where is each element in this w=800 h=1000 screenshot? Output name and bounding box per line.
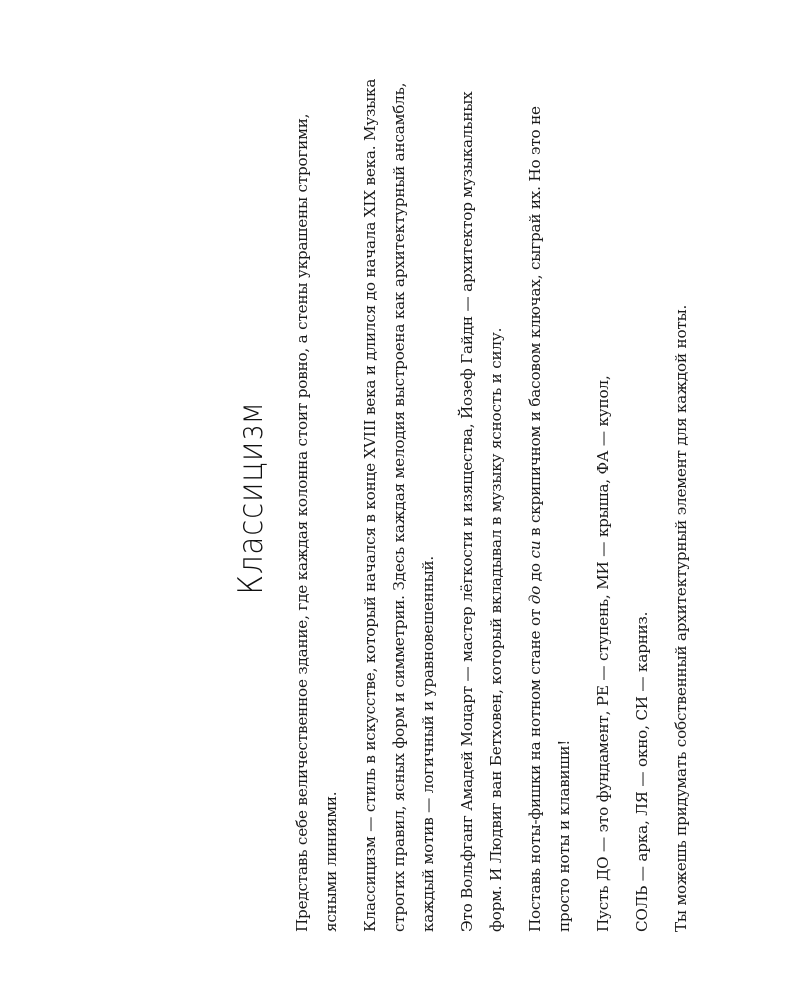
rotated-content bbox=[222, 50, 690, 950]
paragraph-note-mapping-continued: СОЛЬ — арка, ЛЯ — окно, СИ — карниз. bbox=[633, 611, 651, 932]
notes-task-text-after: в скрипичном и басовом ключах, сыграй их. Но это не просто ноты и клавиши! bbox=[526, 106, 573, 932]
paragraph-intro: Представь себе величественное здание, где каждая колонна стоит ровно, а стены украшены строгими, ясными линиями. bbox=[293, 113, 340, 932]
paragraph-classicism-definition: Классицизм — стиль в искусстве, который начался в конце XVIII века и длился до начала XIX века. Музыка строгих правил, ясных форм и симметрии. Здесь каждая мелодия выстроена как архитектурный ансамбль, каждый мотив — логичный и уравновешенный. bbox=[361, 78, 437, 932]
paragraph-notes-task bbox=[521, 64, 579, 932]
notes-task-text-before: Поставь ноты-фишки на нотном стане от bbox=[526, 604, 544, 932]
page-title: Классицизм bbox=[231, 401, 271, 595]
paragraph-note-mapping: Пусть ДО — это фундамент, РЕ — ступень, МИ — крыша, ФА — купол, bbox=[594, 375, 612, 932]
note-to: си bbox=[526, 540, 544, 559]
paragraph-composers: Это Вольфганг Амадей Моцарт — мастер лёгкости и изящества, Йозеф Гайдн — архитектор музыкальных форм. И Людвиг ван Бетховен, который вкладывал в музыку ясность и силу. bbox=[458, 91, 505, 932]
notes-task-text-middle: до bbox=[526, 558, 544, 586]
note-from: до bbox=[526, 585, 544, 605]
paragraph-closing: Ты можешь придумать собственный архитектурный элемент для каждой ноты. bbox=[672, 304, 690, 932]
